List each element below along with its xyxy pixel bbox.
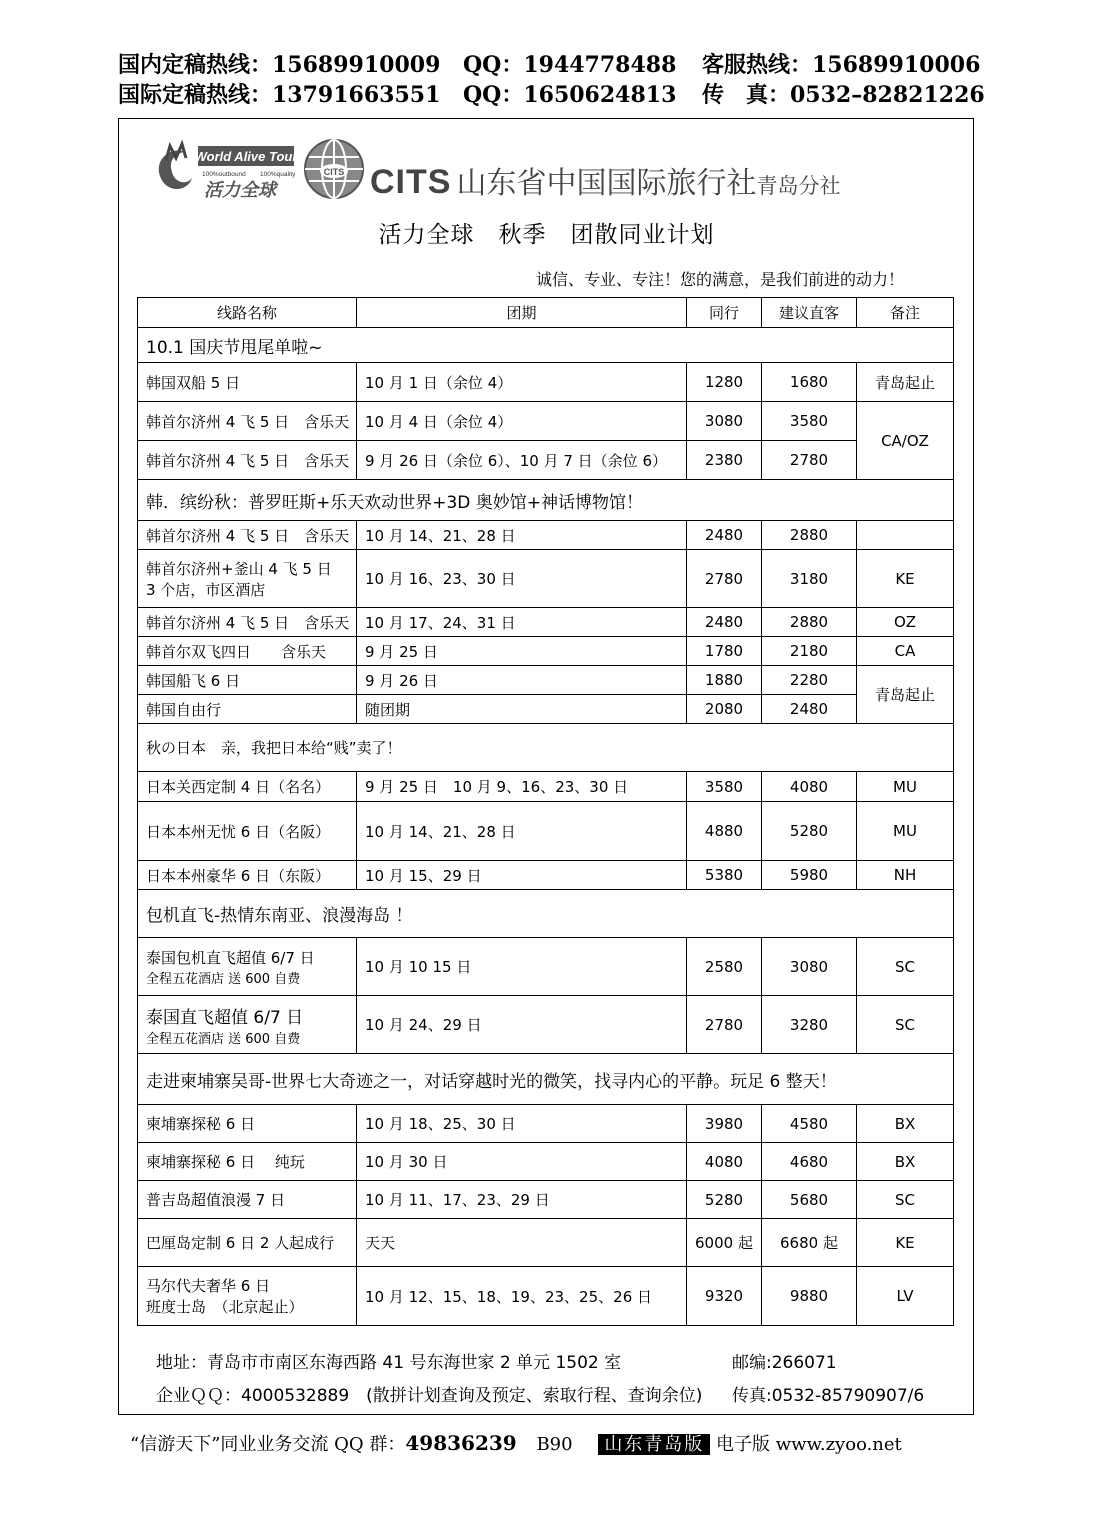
peer-price: 6000 起 xyxy=(687,1219,762,1267)
route-name: 泰国包机直飞超值 6/7 日 xyxy=(146,948,315,967)
route-name: 韩首尔济州 4 飞 5 日 含乐天 xyxy=(138,521,357,550)
peer-price: 2080 xyxy=(687,695,762,724)
route-name: 韩首尔济州 4 飞 5 日 含乐天 xyxy=(138,402,357,441)
tour-dates: 10 月 14、21、28 日 xyxy=(357,802,687,861)
remark: LV xyxy=(857,1267,954,1326)
section-title: 走进柬埔寨吴哥-世界七大奇迹之一，对话穿越时光的微笑，找寻内心的平静。玩足 6 整天！ xyxy=(138,1054,954,1105)
route-name-cell xyxy=(138,550,357,608)
route-name: 柬埔寨探秘 6 日 纯玩 xyxy=(138,1143,357,1181)
route-name: 韩首尔济州+釜山 4 飞 5 日 xyxy=(146,559,332,578)
domestic-hotline: 国内定稿热线：15689910009 xyxy=(118,52,441,78)
remark: OZ xyxy=(857,608,954,637)
route-name: 韩首尔济州 4 飞 5 日 含乐天 xyxy=(138,608,357,637)
section-row xyxy=(138,890,954,938)
tour-dates: 9 月 25 日 10 月 9、16、23、30 日 xyxy=(357,772,687,802)
tour-dates: 10 月 16、23、30 日 xyxy=(357,550,687,608)
peer-price: 2480 xyxy=(687,521,762,550)
route-name: 柬埔寨探秘 6 日 xyxy=(138,1105,357,1143)
table-row xyxy=(138,441,954,480)
table-row xyxy=(138,666,954,695)
header-retail: 建议直客 xyxy=(762,298,857,328)
retail-price: 3280 xyxy=(762,996,857,1054)
peer-price: 3080 xyxy=(687,402,762,441)
tour-dates: 10 月 30 日 xyxy=(357,1143,687,1181)
table-row xyxy=(138,938,954,996)
contact-zip: 邮编:266071 xyxy=(732,1353,837,1373)
tour-dates: 10 月 1 日（余位 4） xyxy=(357,363,687,402)
domestic-qq: QQ：1944778488 xyxy=(463,52,677,78)
table-row xyxy=(138,1219,954,1267)
international-hotline: 国际定稿热线：13791663551 xyxy=(118,82,441,108)
contact-qq: 企业ＱＱ：4000532889 (散拼计划查询及预定、索取行程、查询余位) xyxy=(156,1386,703,1406)
section-title: 韩．缤纷秋：普罗旺斯+乐天欢动世界+3D 奥妙馆+神话博物馆！ xyxy=(138,480,954,521)
retail-price: 2280 xyxy=(762,666,857,695)
footer-page-number: B90 xyxy=(536,1434,573,1455)
table-row xyxy=(138,402,954,441)
table-header-row xyxy=(138,298,954,328)
table-row xyxy=(138,637,954,666)
table-row xyxy=(138,861,954,890)
table-row xyxy=(138,550,954,608)
route-note: 3 个店，市区酒店 xyxy=(146,580,266,599)
table-row xyxy=(138,802,954,861)
peer-price: 2780 xyxy=(687,996,762,1054)
route-name-cell xyxy=(138,1267,357,1326)
svg-text:100%quality: 100%quality xyxy=(260,171,296,178)
route-name-cell xyxy=(138,938,357,996)
section-title: 10.1 国庆节甩尾单啦~ xyxy=(138,328,954,363)
peer-price: 1280 xyxy=(687,363,762,402)
peer-price: 4880 xyxy=(687,802,762,861)
route-note: 全程五花酒店 送 600 自费 xyxy=(146,1031,301,1047)
retail-price: 2180 xyxy=(762,637,857,666)
header-dates: 团期 xyxy=(357,298,687,328)
tour-dates: 10 月 14、21、28 日 xyxy=(357,521,687,550)
table-row xyxy=(138,363,954,402)
table-row xyxy=(138,1181,954,1219)
tour-dates: 9 月 25 日 xyxy=(357,637,687,666)
tour-dates: 10 月 17、24、31 日 xyxy=(357,608,687,637)
cits-globe-logo xyxy=(302,137,366,201)
header-peer: 同行 xyxy=(687,298,762,328)
route-name-cell xyxy=(138,996,357,1054)
retail-price: 3580 xyxy=(762,402,857,441)
remark: CA xyxy=(857,637,954,666)
header-route: 线路名称 xyxy=(138,298,357,328)
tour-dates: 10 月 10 15 日 xyxy=(357,938,687,996)
peer-price: 3980 xyxy=(687,1105,762,1143)
svg-text:CITS: CITS xyxy=(323,167,345,177)
table-row xyxy=(138,1267,954,1326)
tour-dates: 10 月 15、29 日 xyxy=(357,861,687,890)
route-name: 巴厘岛定制 6 日 2 人起成行 xyxy=(138,1219,357,1267)
retail-price: 1680 xyxy=(762,363,857,402)
section-row xyxy=(138,724,954,772)
retail-price: 5280 xyxy=(762,802,857,861)
peer-price: 1780 xyxy=(687,637,762,666)
tour-dates: 10 月 12、15、18、19、23、25、26 日 xyxy=(357,1267,687,1326)
service-hotline: 客服热线：15689910006 xyxy=(702,52,981,78)
peer-price: 1880 xyxy=(687,666,762,695)
route-name: 普吉岛超值浪漫 7 日 xyxy=(138,1181,357,1219)
slogan: 诚信、专业、专注！您的满意，是我们前进的动力！ xyxy=(536,270,905,289)
retail-price: 4580 xyxy=(762,1105,857,1143)
company-brand xyxy=(370,158,841,202)
route-name: 日本本州无忧 6 日（名阪） xyxy=(138,802,357,861)
retail-price: 5680 xyxy=(762,1181,857,1219)
route-name: 泰国直飞超值 6/7 日 xyxy=(146,1007,304,1028)
remark: MU xyxy=(857,802,954,861)
tour-dates: 天天 xyxy=(357,1219,687,1267)
retail-price: 3180 xyxy=(762,550,857,608)
peer-price: 3580 xyxy=(687,772,762,802)
header-remark: 备注 xyxy=(857,298,954,328)
svg-text:100%outbound: 100%outbound xyxy=(202,171,246,178)
brand-name: 山东省中国国际旅行社 xyxy=(456,166,757,201)
svg-text:活力全球: 活力全球 xyxy=(204,180,276,201)
route-name: 韩国双船 5 日 xyxy=(138,363,357,402)
route-note: 全程五花酒店 送 600 自费 xyxy=(146,971,301,987)
peer-price: 4080 xyxy=(687,1143,762,1181)
retail-price: 2780 xyxy=(762,441,857,480)
world-alive-tour-logo xyxy=(152,138,297,204)
retail-price: 6680 起 xyxy=(762,1219,857,1267)
route-name: 韩首尔济州 4 飞 5 日 含乐天 xyxy=(138,441,357,480)
tour-dates: 10 月 11、17、23、29 日 xyxy=(357,1181,687,1219)
footer xyxy=(130,1430,902,1458)
remark: KE xyxy=(857,550,954,608)
section-row xyxy=(138,328,954,363)
retail-price: 4080 xyxy=(762,772,857,802)
tour-dates: 10 月 4 日（余位 4） xyxy=(357,402,687,441)
page-title: 活力全球 秋季 团散同业计划 xyxy=(378,222,715,248)
contact-fax: 传真:0532-85790907/6 xyxy=(732,1386,925,1406)
route-note: 班度士岛 （北京起止） xyxy=(146,1298,304,1316)
peer-price: 5280 xyxy=(687,1181,762,1219)
remark: MU xyxy=(857,772,954,802)
remark: BX xyxy=(857,1143,954,1181)
retail-price: 3080 xyxy=(762,938,857,996)
section-row xyxy=(138,1054,954,1105)
footer-qq-group: 49836239 xyxy=(405,1431,517,1455)
retail-price: 2880 xyxy=(762,608,857,637)
table-row xyxy=(138,996,954,1054)
tour-dates: 10 月 18、25、30 日 xyxy=(357,1105,687,1143)
footer-edition: 山东青岛版 xyxy=(598,1434,710,1455)
tour-dates: 随团期 xyxy=(357,695,687,724)
retail-price: 2480 xyxy=(762,695,857,724)
contact-address: 地址：青岛市市南区东海西路 41 号东海世家 2 单元 1502 室 xyxy=(156,1353,622,1373)
table-row xyxy=(138,695,954,724)
route-name: 马尔代夫奢华 6 日 xyxy=(146,1277,271,1295)
peer-price: 2780 xyxy=(687,550,762,608)
footer-website[interactable]: 电子版 www.zyoo.net xyxy=(716,1434,902,1455)
retail-price: 2880 xyxy=(762,521,857,550)
brand-cits: CITS xyxy=(370,163,452,201)
remark: NH xyxy=(857,861,954,890)
route-name: 韩国自由行 xyxy=(138,695,357,724)
remark: CA/OZ xyxy=(857,402,954,480)
hotline-row-2 xyxy=(118,80,985,110)
peer-price: 2380 xyxy=(687,441,762,480)
remark: KE xyxy=(857,1219,954,1267)
brand-branch: 青岛分社 xyxy=(756,174,841,198)
table-row xyxy=(138,608,954,637)
route-name: 日本关西定制 4 日（名名） xyxy=(138,772,357,802)
section-row xyxy=(138,480,954,521)
peer-price: 2580 xyxy=(687,938,762,996)
remark: 青岛起止 xyxy=(857,363,954,402)
table-row xyxy=(138,521,954,550)
remark: BX xyxy=(857,1105,954,1143)
remark: SC xyxy=(857,1181,954,1219)
peer-price: 2480 xyxy=(687,608,762,637)
retail-price: 9880 xyxy=(762,1267,857,1326)
route-name: 韩首尔双飞四日 含乐天 xyxy=(138,637,357,666)
svg-text:World Alive Tour: World Alive Tour xyxy=(194,149,297,164)
table-row xyxy=(138,1143,954,1181)
tour-dates: 9 月 26 日 xyxy=(357,666,687,695)
footer-text: “信游天下”同业业务交流 QQ 群： xyxy=(130,1434,406,1455)
tour-plan-table xyxy=(137,297,954,1326)
tour-dates: 9 月 26 日（余位 6）、10 月 7 日（余位 6） xyxy=(357,441,687,480)
table-row xyxy=(138,1105,954,1143)
route-name: 韩国船飞 6 日 xyxy=(138,666,357,695)
remark: 青岛起止 xyxy=(857,666,954,724)
fax-line: 传 真：0532–82821226 xyxy=(702,82,985,108)
peer-price: 5380 xyxy=(687,861,762,890)
remark xyxy=(857,521,954,550)
peer-price: 9320 xyxy=(687,1267,762,1326)
retail-price: 5980 xyxy=(762,861,857,890)
section-title: 秋の日本 亲，我把日本给“贱”卖了！ xyxy=(138,724,954,772)
retail-price: 4680 xyxy=(762,1143,857,1181)
remark: SC xyxy=(857,938,954,996)
tour-dates: 10 月 24、29 日 xyxy=(357,996,687,1054)
international-qq: QQ：1650624813 xyxy=(463,82,677,108)
hotline-row-1 xyxy=(118,50,981,80)
route-name: 日本本州豪华 6 日（东阪） xyxy=(138,861,357,890)
table-row xyxy=(138,772,954,802)
remark: SC xyxy=(857,996,954,1054)
section-title: 包机直飞-热情东南亚、浪漫海岛 ！ xyxy=(138,890,954,938)
